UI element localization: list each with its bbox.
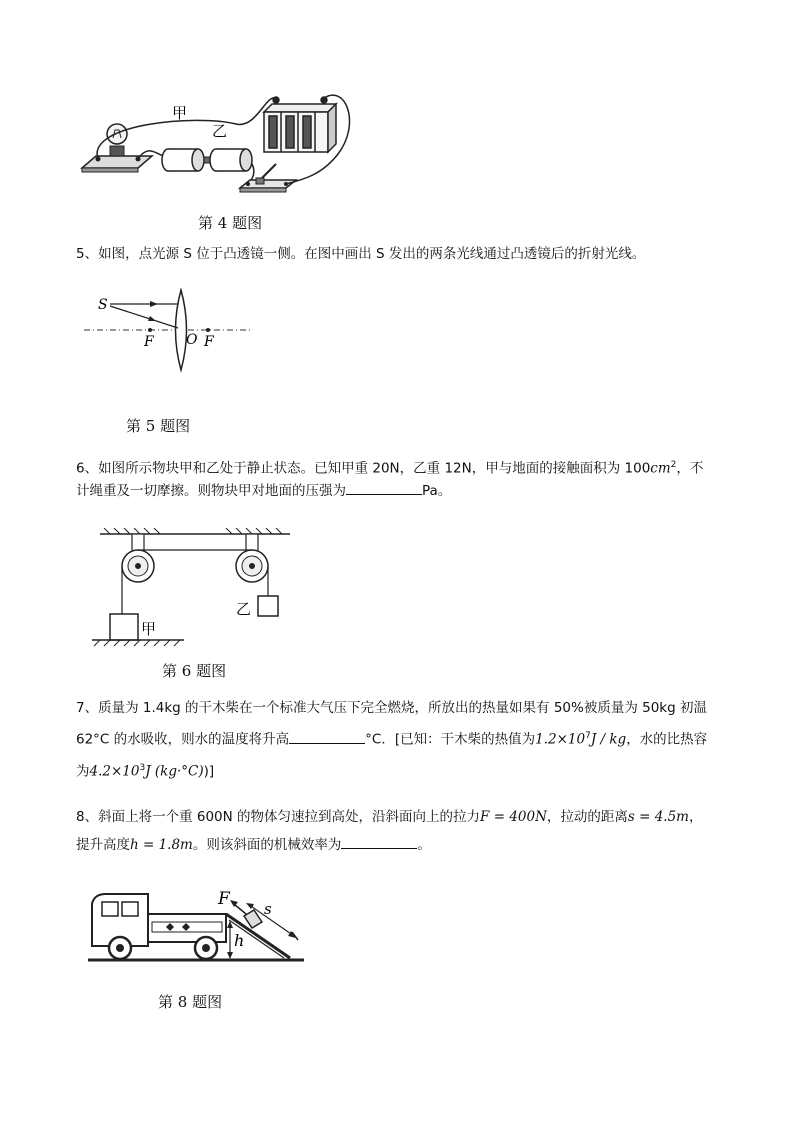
q7-line1: 7、质量为 1.4kg 的干木柴在一个标准大气压下完全燃烧，所放出的热量如果有 50%被质量为 50kg 初温 [76,700,707,716]
q8-line1-b: ，拉动的距离 [546,809,628,825]
q6-answer-blank[interactable] [346,480,422,495]
q7-spec-heat: 4.2×10 [89,763,140,779]
fig5-label-S: S [98,297,108,313]
question-5-text: 5、如图，点光源 S 位于凸透镜一侧。在图中画出 S 发出的两条光线通过凸透镜后的折射光线。 [76,246,646,262]
question-6 [76,454,726,502]
q7-spec-unit: J (kg·°C) [145,763,204,779]
q7-heat-exp: 7 [585,731,591,741]
q8-force-eq: F = 400N [480,809,547,825]
q8-dist-eq: s = 4.5m [627,809,689,825]
fig5-label-F-left: F [144,334,154,350]
q6-line2-b: Pa。 [422,482,452,499]
fig6-label-jia: 甲 [141,620,157,638]
fig5-label-F-right: F [204,334,214,350]
q8-answer-blank[interactable] [341,834,417,849]
fig4-label-jia: 甲 [172,104,188,122]
q8-height-eq: h = 1.8m [130,837,193,853]
q7-line2-c: ，水的比热容 [626,731,708,748]
question-8 [76,803,726,859]
fig8-caption: 第 8 题图 [158,993,223,1011]
q8-line2-a: 提升高度 [76,837,130,853]
q7-line2-b: °C．[已知：干木柴的热值为 [365,731,536,748]
q7-line3-a: 为 [76,763,90,779]
figure-4-circuit [76,84,366,204]
figure-8-incline [86,884,308,968]
q6-line1-a: 6、如图所示物块甲和乙处于静止状态。已知甲重 20N，乙重 12N，甲与地面的接触面积为 100 [76,460,651,477]
fig8-label-h: h [234,931,245,950]
q6-line2-a: 计绳重及一切摩擦。则物块甲对地面的压强为 [76,482,346,499]
q7-answer-blank[interactable] [289,729,365,744]
q8-line2-b: 。则该斜面的机械效率为 [192,837,342,853]
q7-line3-b: )] [203,763,215,779]
fig8-label-s: s [264,900,272,918]
q6-unit-cm: cm [650,460,671,477]
q8-line1-c: ， [688,809,703,825]
question-7 [76,694,726,785]
fig6-label-yi: 乙 [236,600,252,618]
q6-unit-exp: 2 [670,460,677,470]
fig5-label-O: O [186,332,198,348]
fig4-caption: 第 4 题图 [198,214,263,232]
figure-6-pulleys [86,528,306,652]
q7-spec-exp: 3 [139,762,146,773]
q7-heat-unit: J / kg [590,731,627,748]
fig8-label-F: F [218,889,230,909]
figure-5-lens [84,288,274,374]
q8-line1-a: 8、斜面上将一个重 600N 的物体匀速拉到高处，沿斜面向上的拉力 [76,809,481,825]
fig5-caption: 第 5 题图 [126,417,191,435]
q7-heat-value: 1.2×10 [535,731,586,748]
q7-line2-a: 62°C 的水吸收，则水的温度将升高 [76,731,290,748]
fig6-caption: 第 6 题图 [162,662,227,680]
q6-line1-b: ，不 [676,460,704,477]
fig4-label-yi: 乙 [212,122,228,140]
q8-line2-c: 。 [417,837,431,853]
